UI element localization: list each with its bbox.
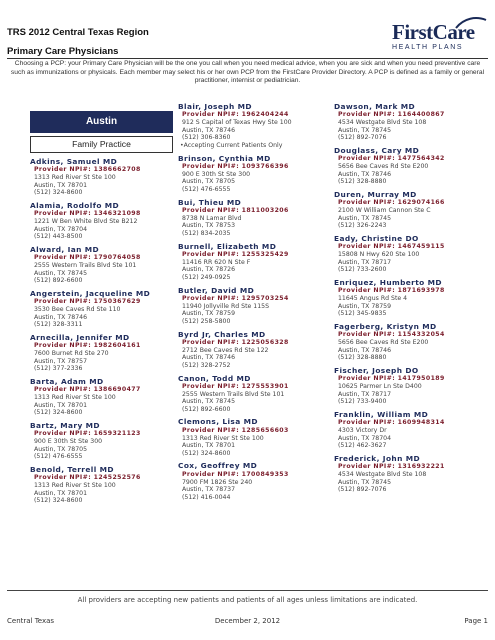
logo-tagline: HEALTH PLANS xyxy=(392,44,464,51)
provider-address-line: Austin, TX 78759 xyxy=(338,302,392,310)
provider-address-line: 4303 Victory Dr xyxy=(338,427,387,435)
provider-phone: (512) 328-8880 xyxy=(338,354,387,362)
provider-npi: Provider NPI#: 1386662708 xyxy=(34,166,141,174)
provider-entry xyxy=(30,201,180,241)
provider-address-line: 15808 N Hwy 620 Ste 100 xyxy=(338,251,420,259)
provider-entry xyxy=(30,377,180,417)
provider-address-line: Austin, TX 78705 xyxy=(182,178,236,186)
provider-name: Butler, David MD xyxy=(178,285,255,295)
provider-phone: (512) 324-8600 xyxy=(34,409,83,417)
provider-phone: (512) 249-0925 xyxy=(182,273,231,281)
provider-npi: Provider NPI#: 1629074166 xyxy=(338,199,445,207)
provider-address-line: Austin, TX 78701 xyxy=(34,181,88,189)
provider-npi: Provider NPI#: 1093766396 xyxy=(182,162,289,170)
provider-phone: (512) 328-3311 xyxy=(34,321,83,329)
provider-address-line: 2555 Western Trails Blvd Ste 101 xyxy=(34,262,137,270)
provider-address-line: Austin, TX 78746 xyxy=(182,126,236,134)
provider-name: Canon, Todd MD xyxy=(178,373,251,383)
logo-wordmark: FirstCare xyxy=(392,20,475,44)
provider-name: Bartz, Mary MD xyxy=(30,420,100,430)
provider-address-line: Austin, TX 78757 xyxy=(34,357,88,365)
provider-address-line: Austin, TX 78701 xyxy=(182,442,236,450)
logo-swoosh-icon xyxy=(454,16,488,30)
provider-name: Duren, Murray MD xyxy=(334,189,417,199)
provider-npi: Provider NPI#: 1245252576 xyxy=(34,474,141,482)
provider-phone: (512) 306-8360 xyxy=(182,134,231,142)
provider-address-line: 4534 Westgate Blvd Ste 108 xyxy=(338,119,427,127)
provider-phone: (512) 324-8600 xyxy=(34,189,83,197)
provider-address-line: 11940 Jollyville Rd Ste 115S xyxy=(182,302,270,310)
provider-npi: Provider NPI#: 1316932221 xyxy=(338,463,445,471)
provider-name: Angerstein, Jacqueline MD xyxy=(30,288,151,298)
provider-name: Enriquez, Humberto MD xyxy=(334,277,442,287)
provider-name: Cox, Geoffrey MD xyxy=(178,461,258,471)
provider-name: Fagerberg, Kristyn MD xyxy=(334,321,437,331)
provider-phone: (512) 892-7076 xyxy=(338,134,387,142)
provider-address-line: Austin, TX 78704 xyxy=(34,225,88,233)
provider-address-line: 11416 RR 620 N Ste F xyxy=(182,258,251,266)
footer-region: Central Texas xyxy=(7,617,55,625)
provider-name: Frederick, John MD xyxy=(334,453,421,463)
provider-npi: Provider NPI#: 1811003206 xyxy=(182,206,289,214)
provider-address-line: Austin, TX 78717 xyxy=(338,258,392,266)
provider-name: Benold, Terrell MD xyxy=(30,464,114,474)
provider-address-line: Austin, TX 78737 xyxy=(182,486,236,494)
provider-address-line: 8738 N Lamar Blvd xyxy=(182,214,242,222)
provider-npi: Provider NPI#: 1871693978 xyxy=(338,287,445,295)
provider-column-2 xyxy=(178,102,328,505)
provider-npi: Provider NPI#: 1386690477 xyxy=(34,386,141,394)
provider-entry xyxy=(334,410,484,450)
provider-address-line: Austin, TX 78704 xyxy=(338,434,392,442)
provider-npi: Provider NPI#: 1225056328 xyxy=(182,338,289,346)
provider-phone: (512) 733-2600 xyxy=(338,266,387,274)
provider-phone: (512) 892-7076 xyxy=(338,486,387,494)
provider-address-line: 7600 Burnet Rd Ste 270 xyxy=(34,350,109,358)
provider-npi: Provider NPI#: 1164400867 xyxy=(338,111,445,119)
footer-page-number: Page 1 xyxy=(464,617,488,625)
provider-name: Alward, Ian MD xyxy=(30,244,100,254)
provider-entry xyxy=(334,146,484,186)
provider-address-line: Austin, TX 78745 xyxy=(34,269,88,277)
provider-phone: (512) 892-6600 xyxy=(182,405,231,413)
provider-address-line: 900 E 30th St Ste 300 xyxy=(182,170,251,178)
provider-address-line: 1313 Red River St Ste 100 xyxy=(34,482,116,490)
provider-phone: (512) 258-5800 xyxy=(182,317,231,325)
provider-address-line: Austin, TX 78746 xyxy=(34,313,88,321)
region-banner: Austin xyxy=(30,111,173,133)
provider-address-line: Austin, TX 78717 xyxy=(338,390,392,398)
provider-name: Bui, Thieu MD xyxy=(178,197,242,207)
provider-phone: (512) 733-9400 xyxy=(338,398,387,406)
provider-phone: (512) 345-9835 xyxy=(338,310,387,318)
provider-entry xyxy=(334,278,484,318)
provider-entry xyxy=(334,190,484,230)
provider-address-line: 10625 Parmer Ln Ste D400 xyxy=(338,383,422,391)
provider-phone: (512) 324-8600 xyxy=(34,497,83,505)
provider-name: Blair, Joseph MD xyxy=(178,102,252,111)
provider-name: Clemons, Lisa MD xyxy=(178,417,258,427)
provider-npi: Provider NPI#: 1295703254 xyxy=(182,294,289,302)
provider-npi: Provider NPI#: 1346321098 xyxy=(34,210,141,218)
pcp-intro-text: Choosing a PCP: your Primary Care Physician will be the one you call when you need medical advice, when you are sick and when you need preventive care such as immunizations or physicals. Each member may select his or her own PCP from the FirstCare Provider Directory. A PCP is defined as a family or general practitioner, internist or pediatrician. xyxy=(10,60,485,85)
provider-entry xyxy=(30,289,180,329)
provider-address-line: 11645 Angus Rd Ste 4 xyxy=(338,295,408,303)
provider-entry xyxy=(178,198,328,238)
document-title: TRS 2012 Central Texas Region xyxy=(7,27,149,38)
provider-phone: (512) 328-2752 xyxy=(182,361,231,369)
provider-address-line: Austin, TX 78745 xyxy=(338,478,392,486)
provider-name: Adkins, Samuel MD xyxy=(30,157,118,166)
provider-address-line: 4534 Westgate Blvd Ste 108 xyxy=(338,471,427,479)
footer-date: December 2, 2012 xyxy=(214,617,281,625)
provider-npi: Provider NPI#: 1982604161 xyxy=(34,342,141,350)
provider-entry xyxy=(334,366,484,406)
provider-phone: (512) 328-8880 xyxy=(338,178,387,186)
provider-npi: Provider NPI#: 1750367629 xyxy=(34,298,141,306)
provider-address-line: Austin, TX 78745 xyxy=(182,398,236,406)
provider-entry xyxy=(30,465,180,505)
provider-npi: Provider NPI#: 1275553901 xyxy=(182,382,289,390)
provider-phone: (512) 377-2336 xyxy=(34,365,83,373)
provider-entry xyxy=(30,421,180,461)
provider-address-line: 5656 Bee Caves Rd Ste E200 xyxy=(338,339,429,347)
provider-phone: (512) 462-3627 xyxy=(338,442,387,450)
provider-entry xyxy=(30,245,180,285)
provider-entry xyxy=(334,102,484,142)
provider-entry xyxy=(178,374,328,414)
provider-address-line: 2712 Bee Caves Rd Ste 122 xyxy=(182,346,269,354)
provider-npi: Provider NPI#: 1285656603 xyxy=(182,426,289,434)
provider-address-line: Austin, TX 78745 xyxy=(338,126,392,134)
provider-address-line: Austin, TX 78701 xyxy=(34,489,88,497)
provider-phone: (512) 324-8600 xyxy=(182,449,231,457)
acceptance-footnote: All providers are accepting new patients and patients of all ages unless limitations are indicated. xyxy=(77,596,418,604)
provider-address-line: 1313 Red River St Ste 100 xyxy=(34,174,116,182)
provider-entry xyxy=(30,333,180,373)
specialty-heading: Family Practice xyxy=(30,136,173,153)
provider-name: Douglass, Cary MD xyxy=(334,145,420,155)
provider-address-line: Austin, TX 78753 xyxy=(182,222,236,230)
provider-phone: (512) 834-2035 xyxy=(182,229,231,237)
provider-entry xyxy=(178,154,328,194)
provider-address-line: Austin, TX 78745 xyxy=(338,214,392,222)
provider-limitation-note: •Accepting Current Patients Only xyxy=(180,141,283,149)
provider-phone: (512) 443-8500 xyxy=(34,233,83,241)
provider-entry xyxy=(334,322,484,362)
provider-address-line: Austin, TX 78701 xyxy=(34,401,88,409)
provider-npi: Provider NPI#: 1659321123 xyxy=(34,430,141,438)
provider-phone: (512) 476-6555 xyxy=(182,185,231,193)
provider-npi: Provider NPI#: 1477564342 xyxy=(338,155,445,163)
provider-address-line: 7900 FM 1826 Ste 240 xyxy=(182,478,253,486)
provider-name: Brinson, Cynthia MD xyxy=(178,153,271,163)
provider-address-line: 1313 Red River St Ste 100 xyxy=(182,434,264,442)
provider-name: Burnell, Elizabeth MD xyxy=(178,241,277,251)
provider-address-line: 900 E 30th St Ste 300 xyxy=(34,438,103,446)
provider-address-line: Austin, TX 78746 xyxy=(338,346,392,354)
provider-address-line: 2100 W William Cannon Ste C xyxy=(338,207,431,215)
provider-name: Franklin, William MD xyxy=(334,409,429,419)
provider-npi: Provider NPI#: 1417950189 xyxy=(338,375,445,383)
provider-entry xyxy=(178,286,328,326)
header-divider xyxy=(7,58,488,59)
provider-address-line: 1221 W Ben White Blvd Ste B212 xyxy=(34,218,138,226)
provider-npi: Provider NPI#: 1255325429 xyxy=(182,250,289,258)
provider-phone: (512) 892-6600 xyxy=(34,277,83,285)
provider-address-line: Austin, TX 78705 xyxy=(34,445,88,453)
provider-npi: Provider NPI#: 1609948314 xyxy=(338,419,445,427)
provider-address-line: 1313 Red River St Ste 100 xyxy=(34,394,116,402)
provider-name: Dawson, Mark MD xyxy=(334,102,416,111)
provider-name: Barta, Adam MD xyxy=(30,376,104,386)
provider-entry xyxy=(178,461,328,501)
provider-phone: (512) 476-6555 xyxy=(34,453,83,461)
provider-npi: Provider NPI#: 1700849353 xyxy=(182,470,289,478)
provider-name: Arnecilla, Jennifer MD xyxy=(30,332,130,342)
provider-address-line: Austin, TX 78746 xyxy=(338,170,392,178)
provider-phone: (512) 416-0044 xyxy=(182,493,231,501)
provider-name: Eady, Christine DO xyxy=(334,233,419,243)
provider-address-line: 5656 Bee Caves Rd Ste E200 xyxy=(338,163,429,171)
provider-address-line: Austin, TX 78746 xyxy=(182,354,236,362)
firstcare-logo xyxy=(392,22,488,62)
provider-entry xyxy=(334,234,484,274)
provider-name: Fischer, Joseph DO xyxy=(334,365,419,375)
provider-entry xyxy=(178,417,328,457)
provider-phone: (512) 326-2243 xyxy=(338,222,387,230)
provider-npi: Provider NPI#: 1962404244 xyxy=(182,111,289,119)
provider-npi: Provider NPI#: 1467459115 xyxy=(338,243,445,251)
provider-npi: Provider NPI#: 1154332054 xyxy=(338,331,445,339)
provider-column-1 xyxy=(30,102,180,509)
provider-address-line: 912 S Capital of Texas Hwy Ste 100 xyxy=(182,119,292,127)
provider-address-line: 3530 Bee Caves Rd Ste 110 xyxy=(34,306,121,314)
footer-divider xyxy=(7,590,488,591)
provider-entry xyxy=(30,157,180,197)
provider-address-line: Austin, TX 78759 xyxy=(182,310,236,318)
provider-entry xyxy=(178,330,328,370)
provider-column-3 xyxy=(334,102,484,498)
provider-entry xyxy=(178,102,328,150)
provider-address-line: Austin, TX 78726 xyxy=(182,266,236,274)
provider-name: Byrd Jr, Charles MD xyxy=(178,329,266,339)
provider-entry xyxy=(178,242,328,282)
provider-npi: Provider NPI#: 1790764058 xyxy=(34,254,141,262)
document-subtitle: Primary Care Physicians xyxy=(7,46,119,57)
provider-name: Alamia, Rodolfo MD xyxy=(30,200,120,210)
provider-address-line: 2555 Western Trails Blvd Ste 101 xyxy=(182,390,285,398)
provider-entry xyxy=(334,454,484,494)
